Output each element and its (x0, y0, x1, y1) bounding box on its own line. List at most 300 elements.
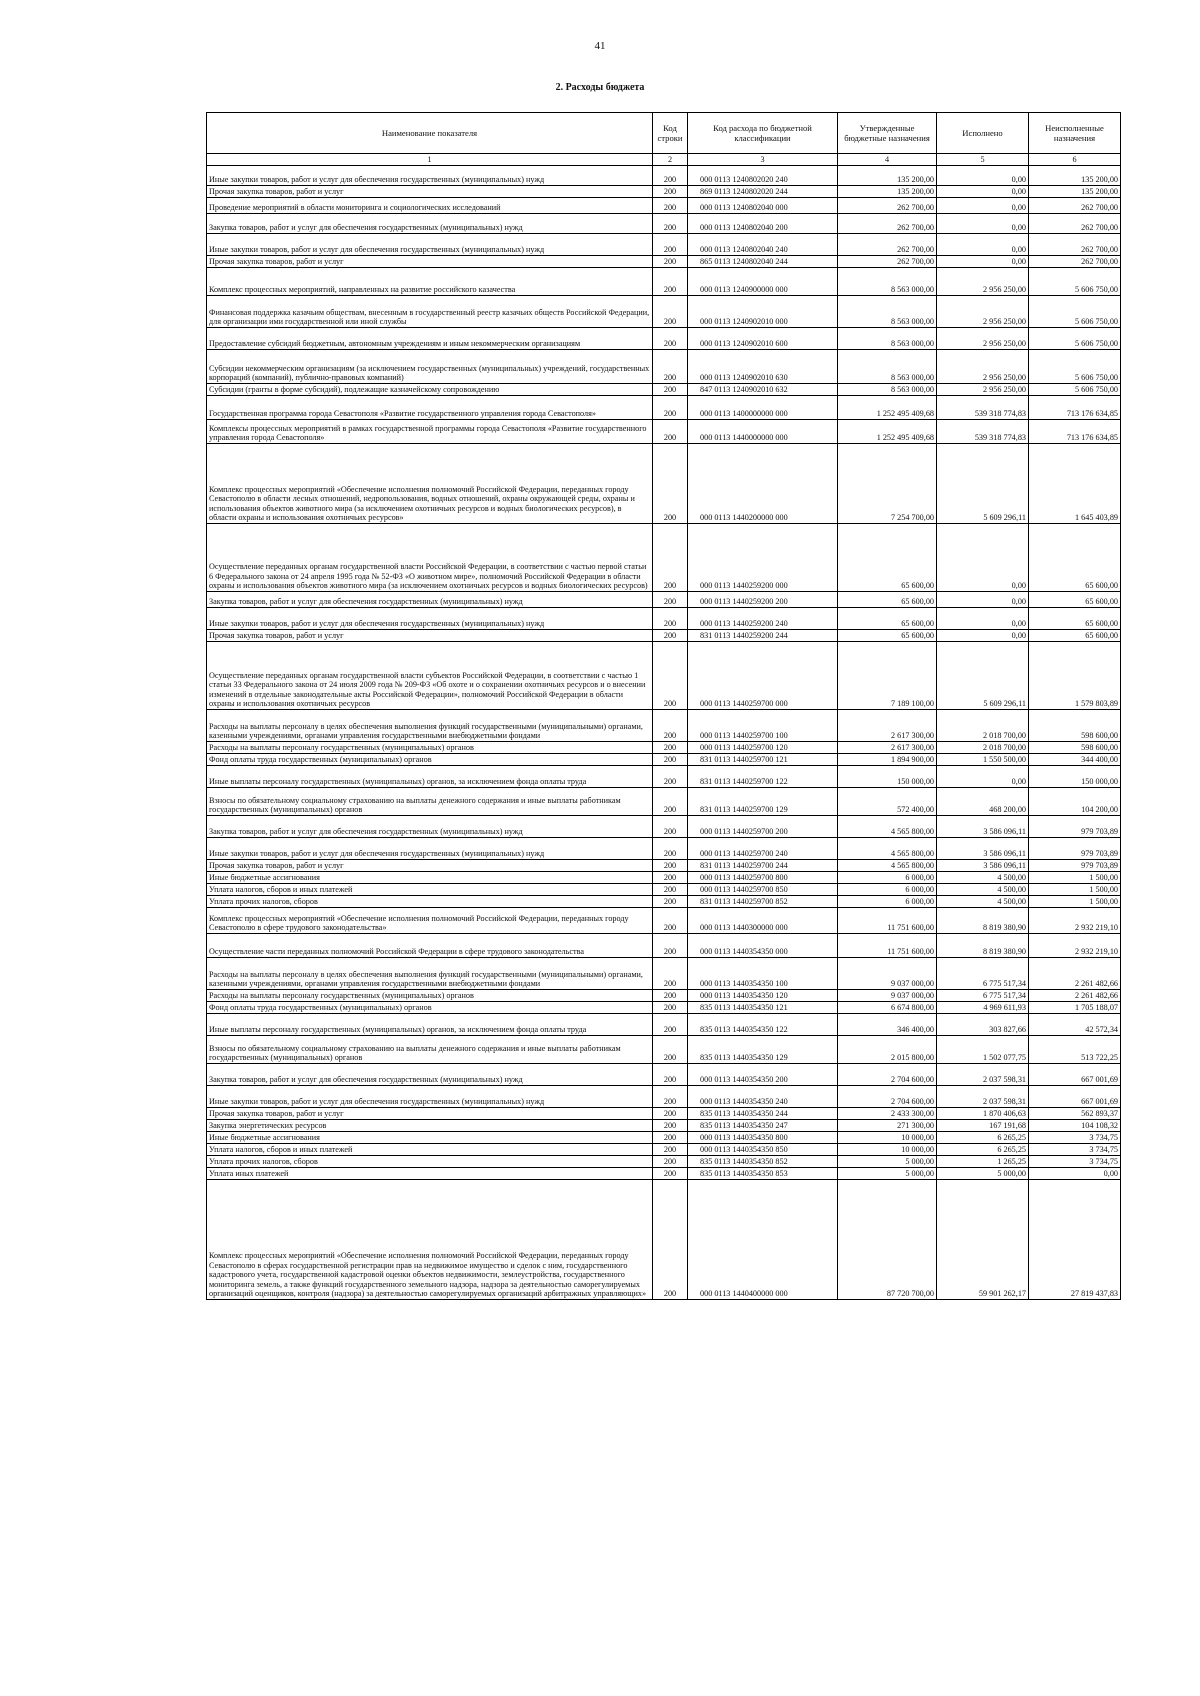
row-executed-amount: 0,00 (937, 198, 1029, 214)
row-executed-amount: 4 500,00 (937, 884, 1029, 896)
row-line-code: 200 (653, 934, 688, 958)
row-name: Уплата иных платежей (207, 1168, 653, 1180)
table-row (207, 1036, 1121, 1064)
row-executed-amount: 2 956 250,00 (937, 328, 1029, 350)
row-executed-amount: 6 775 517,34 (937, 958, 1029, 990)
row-unexecuted-amount: 979 703,89 (1029, 838, 1121, 860)
row-approved-amount: 2 433 300,00 (838, 1108, 937, 1120)
row-name: Расходы на выплаты персоналу в целях обеспечения выполнения функций государственными (муниципальными) органами, казенными учреждениями, органами управления государственными внебюджетными фондами (207, 958, 653, 990)
row-classification-code: 000 0113 1440300000 000 (688, 908, 838, 934)
table-row (207, 742, 1121, 754)
row-name: Уплата прочих налогов, сборов (207, 1156, 653, 1168)
row-name: Закупка товаров, работ и услуг для обеспечения государственных (муниципальных) нужд (207, 214, 653, 234)
row-executed-amount: 3 586 096,11 (937, 838, 1029, 860)
row-unexecuted-amount: 1 500,00 (1029, 896, 1121, 908)
row-approved-amount: 5 000,00 (838, 1168, 937, 1180)
row-executed-amount: 2 956 250,00 (937, 350, 1029, 384)
row-classification-code: 000 0113 1440259700 800 (688, 872, 838, 884)
row-line-code: 200 (653, 328, 688, 350)
row-classification-code: 865 0113 1240802040 244 (688, 256, 838, 268)
row-unexecuted-amount: 344 400,00 (1029, 754, 1121, 766)
table-row (207, 1168, 1121, 1180)
row-line-code: 200 (653, 1036, 688, 1064)
row-approved-amount: 2 015 800,00 (838, 1036, 937, 1064)
column-number: 5 (937, 154, 1029, 166)
row-executed-amount: 303 827,66 (937, 1014, 1029, 1036)
row-classification-code: 000 0113 1440259700 100 (688, 710, 838, 742)
row-line-code: 200 (653, 1180, 688, 1300)
table-row (207, 350, 1121, 384)
row-line-code: 200 (653, 884, 688, 896)
row-name: Закупка энергетических ресурсов (207, 1120, 653, 1132)
row-name: Иные закупки товаров, работ и услуг для обеспечения государственных (муниципальных) нужд (207, 608, 653, 630)
row-classification-code: 000 0113 1240802040 000 (688, 198, 838, 214)
row-name: Осуществление переданных органам государственной власти Российской Федерации, в соответствии с частью первой статьи 6 Федерального закона от 24 апреля 1995 года № 52-ФЗ «О животном мире», полномочий Российской Федерации в области охраны и использования объектов животного мира (за исключением охотничьих ресурсов и водных биологических ресурсов) (207, 524, 653, 592)
table-row (207, 1064, 1121, 1086)
row-line-code: 200 (653, 166, 688, 186)
column-number: 2 (653, 154, 688, 166)
table-row (207, 1086, 1121, 1108)
row-approved-amount: 135 200,00 (838, 186, 937, 198)
row-executed-amount: 3 586 096,11 (937, 860, 1029, 872)
page-number: 41 (594, 40, 606, 52)
row-classification-code: 869 0113 1240802020 244 (688, 186, 838, 198)
row-classification-code: 000 0113 1240902010 600 (688, 328, 838, 350)
row-name: Финансовая поддержка казачьим обществам, внесенным в государственный реестр казачьих обществ Российской Федерации, для организации ими государственной или иной службы (207, 296, 653, 328)
row-executed-amount: 0,00 (937, 166, 1029, 186)
row-unexecuted-amount: 104 108,32 (1029, 1120, 1121, 1132)
row-line-code: 200 (653, 710, 688, 742)
row-executed-amount: 2 956 250,00 (937, 296, 1029, 328)
table-row (207, 524, 1121, 592)
row-name: Взносы по обязательному социальному страхованию на выплаты денежного содержания и иные выплаты работникам государственных (муниципальных) органов (207, 1036, 653, 1064)
row-unexecuted-amount: 262 700,00 (1029, 214, 1121, 234)
row-classification-code: 831 0113 1440259700 121 (688, 754, 838, 766)
row-approved-amount: 65 600,00 (838, 524, 937, 592)
row-line-code: 200 (653, 1156, 688, 1168)
row-unexecuted-amount: 27 819 437,83 (1029, 1180, 1121, 1300)
row-unexecuted-amount: 979 703,89 (1029, 860, 1121, 872)
row-unexecuted-amount: 104 200,00 (1029, 788, 1121, 816)
row-classification-code: 831 0113 1440259700 129 (688, 788, 838, 816)
column-number: 1 (207, 154, 653, 166)
table-row (207, 1144, 1121, 1156)
row-name: Комплекс процессных мероприятий «Обеспечение исполнения полномочий Российской Федерации, переданных городу Севастополю в сфере трудового законодательства» (207, 908, 653, 934)
row-name: Комплексы процессных мероприятий в рамках государственной программы города Севастополя «Развитие государственного управления города Севастополя» (207, 420, 653, 444)
table-row (207, 630, 1121, 642)
row-name: Осуществление части переданных полномочий Российской Федерации в сфере трудового законодательства (207, 934, 653, 958)
row-unexecuted-amount: 598 600,00 (1029, 710, 1121, 742)
row-line-code: 200 (653, 1002, 688, 1014)
row-unexecuted-amount: 713 176 634,85 (1029, 420, 1121, 444)
row-line-code: 200 (653, 1064, 688, 1086)
row-unexecuted-amount: 598 600,00 (1029, 742, 1121, 754)
row-name: Осуществление переданных органам государственной власти субъектов Российской Федерации, в соответствии с частью 1 статьи 33 Федерального закона от 24 июля 2009 года № 209-ФЗ «Об охоте и о сохранении охотничьих ресурсов и о внесении изменений в отдельные законодательные акты Российской Федерации», полномочий Российской Федерации в области охраны и использования охотничьих ресурсов (207, 642, 653, 710)
row-unexecuted-amount: 2 932 219,10 (1029, 908, 1121, 934)
header-unexecuted: Неисполненные назначения (1029, 113, 1121, 154)
row-unexecuted-amount: 2 932 219,10 (1029, 934, 1121, 958)
row-classification-code: 000 0113 1440259200 240 (688, 608, 838, 630)
row-classification-code: 000 0113 1440354350 240 (688, 1086, 838, 1108)
table-row (207, 816, 1121, 838)
row-classification-code: 847 0113 1240902010 632 (688, 384, 838, 396)
row-approved-amount: 262 700,00 (838, 234, 937, 256)
row-name: Иные закупки товаров, работ и услуг для обеспечения государственных (муниципальных) нужд (207, 1086, 653, 1108)
row-line-code: 200 (653, 990, 688, 1002)
row-name: Проведение мероприятий в области мониторинга и социологических исследований (207, 198, 653, 214)
row-executed-amount: 5 609 296,11 (937, 642, 1029, 710)
row-approved-amount: 572 400,00 (838, 788, 937, 816)
row-unexecuted-amount: 1 500,00 (1029, 884, 1121, 896)
row-unexecuted-amount: 1 705 188,07 (1029, 1002, 1121, 1014)
row-unexecuted-amount: 65 600,00 (1029, 524, 1121, 592)
table-row (207, 396, 1121, 420)
table-row (207, 296, 1121, 328)
row-approved-amount: 11 751 600,00 (838, 908, 937, 934)
row-approved-amount: 7 254 700,00 (838, 444, 937, 524)
row-line-code: 200 (653, 384, 688, 396)
row-name: Государственная программа города Севастополя «Развитие государственного управления города Севастополя» (207, 396, 653, 420)
table-row (207, 642, 1121, 710)
row-line-code: 200 (653, 1108, 688, 1120)
row-executed-amount: 0,00 (937, 186, 1029, 198)
row-executed-amount: 0,00 (937, 608, 1029, 630)
row-executed-amount: 2 037 598,31 (937, 1086, 1029, 1108)
row-approved-amount: 65 600,00 (838, 592, 937, 608)
row-name: Предоставление субсидий бюджетным, автономным учреждениям и иным некоммерческим организациям (207, 328, 653, 350)
row-classification-code: 000 0113 1440354350 000 (688, 934, 838, 958)
row-executed-amount: 0,00 (937, 256, 1029, 268)
row-approved-amount: 6 000,00 (838, 884, 937, 896)
row-line-code: 200 (653, 958, 688, 990)
table-row (207, 1108, 1121, 1120)
table-row (207, 766, 1121, 788)
row-line-code: 200 (653, 754, 688, 766)
row-line-code: 200 (653, 1014, 688, 1036)
table-row (207, 884, 1121, 896)
row-unexecuted-amount: 979 703,89 (1029, 816, 1121, 838)
row-line-code: 200 (653, 350, 688, 384)
row-name: Расходы на выплаты персоналу в целях обеспечения выполнения функций государственными (муниципальными) органами, казенными учреждениями, органами управления государственными внебюджетными фондами (207, 710, 653, 742)
row-approved-amount: 9 037 000,00 (838, 990, 937, 1002)
row-executed-amount: 2 018 700,00 (937, 710, 1029, 742)
row-classification-code: 000 0113 1440259200 200 (688, 592, 838, 608)
row-executed-amount: 5 000,00 (937, 1168, 1029, 1180)
table-row (207, 186, 1121, 198)
row-line-code: 200 (653, 766, 688, 788)
row-line-code: 200 (653, 268, 688, 296)
row-line-code: 200 (653, 1086, 688, 1108)
table-row (207, 198, 1121, 214)
row-line-code: 200 (653, 296, 688, 328)
row-classification-code: 000 0113 1240802020 240 (688, 166, 838, 186)
row-classification-code: 000 0113 1240902010 630 (688, 350, 838, 384)
row-name: Субсидии (гранты в форме субсидий), подлежащие казначейскому сопровождению (207, 384, 653, 396)
row-line-code: 200 (653, 444, 688, 524)
row-line-code: 200 (653, 396, 688, 420)
table-row (207, 838, 1121, 860)
row-approved-amount: 9 037 000,00 (838, 958, 937, 990)
row-name: Расходы на выплаты персоналу государственных (муниципальных) органов (207, 990, 653, 1002)
row-name: Комплекс процессных мероприятий, направленных на развитие российского казачества (207, 268, 653, 296)
row-classification-code: 835 0113 1440354350 129 (688, 1036, 838, 1064)
row-line-code: 200 (653, 592, 688, 608)
row-executed-amount: 0,00 (937, 234, 1029, 256)
table-row (207, 1002, 1121, 1014)
row-approved-amount: 10 000,00 (838, 1144, 937, 1156)
row-approved-amount: 2 704 600,00 (838, 1064, 937, 1086)
row-executed-amount: 167 191,68 (937, 1120, 1029, 1132)
row-line-code: 200 (653, 908, 688, 934)
row-unexecuted-amount: 135 200,00 (1029, 186, 1121, 198)
row-unexecuted-amount: 5 606 750,00 (1029, 384, 1121, 396)
row-executed-amount: 3 586 096,11 (937, 816, 1029, 838)
row-executed-amount: 8 819 380,90 (937, 908, 1029, 934)
table-row (207, 234, 1121, 256)
table-row (207, 328, 1121, 350)
table-row (207, 214, 1121, 234)
table-row (207, 384, 1121, 396)
row-line-code: 200 (653, 788, 688, 816)
row-line-code: 200 (653, 872, 688, 884)
row-approved-amount: 8 563 000,00 (838, 268, 937, 296)
table-row (207, 1120, 1121, 1132)
table-row (207, 934, 1121, 958)
row-approved-amount: 2 617 300,00 (838, 742, 937, 754)
row-unexecuted-amount: 3 734,75 (1029, 1132, 1121, 1144)
row-executed-amount: 6 265,25 (937, 1132, 1029, 1144)
table-row (207, 592, 1121, 608)
row-executed-amount: 0,00 (937, 630, 1029, 642)
row-classification-code: 000 0113 1440000000 000 (688, 420, 838, 444)
row-approved-amount: 65 600,00 (838, 630, 937, 642)
row-unexecuted-amount: 1 645 403,89 (1029, 444, 1121, 524)
table-row (207, 1014, 1121, 1036)
table-row (207, 420, 1121, 444)
row-classification-code: 835 0113 1440354350 244 (688, 1108, 838, 1120)
row-line-code: 200 (653, 816, 688, 838)
row-classification-code: 000 0113 1440354350 200 (688, 1064, 838, 1086)
row-approved-amount: 87 720 700,00 (838, 1180, 937, 1300)
row-approved-amount: 8 563 000,00 (838, 328, 937, 350)
row-approved-amount: 4 565 800,00 (838, 860, 937, 872)
row-executed-amount: 1 265,25 (937, 1156, 1029, 1168)
row-name: Фонд оплаты труда государственных (муниципальных) органов (207, 1002, 653, 1014)
row-approved-amount: 8 563 000,00 (838, 296, 937, 328)
header-classification-code: Код расхода по бюджетной классификации (688, 113, 838, 154)
table-body (207, 166, 1121, 1300)
header-name: Наименование показателя (207, 113, 653, 154)
row-executed-amount: 0,00 (937, 214, 1029, 234)
row-name: Иные закупки товаров, работ и услуг для обеспечения государственных (муниципальных) нужд (207, 838, 653, 860)
column-number: 6 (1029, 154, 1121, 166)
table-row (207, 872, 1121, 884)
row-line-code: 200 (653, 742, 688, 754)
row-approved-amount: 65 600,00 (838, 608, 937, 630)
row-executed-amount: 4 969 611,93 (937, 1002, 1029, 1014)
row-unexecuted-amount: 0,00 (1029, 1168, 1121, 1180)
row-classification-code: 000 0113 1240802040 200 (688, 214, 838, 234)
row-executed-amount: 0,00 (937, 524, 1029, 592)
row-name: Закупка товаров, работ и услуг для обеспечения государственных (муниципальных) нужд (207, 816, 653, 838)
row-executed-amount: 1 870 406,63 (937, 1108, 1029, 1120)
row-name: Закупка товаров, работ и услуг для обеспечения государственных (муниципальных) нужд (207, 1064, 653, 1086)
row-executed-amount: 539 318 774,83 (937, 396, 1029, 420)
table-row (207, 1132, 1121, 1144)
row-unexecuted-amount: 150 000,00 (1029, 766, 1121, 788)
row-classification-code: 000 0113 1440259700 200 (688, 816, 838, 838)
row-approved-amount: 271 300,00 (838, 1120, 937, 1132)
row-unexecuted-amount: 5 606 750,00 (1029, 268, 1121, 296)
row-executed-amount: 0,00 (937, 592, 1029, 608)
table-row (207, 710, 1121, 742)
row-classification-code: 000 0113 1240802040 240 (688, 234, 838, 256)
row-executed-amount: 4 500,00 (937, 872, 1029, 884)
table-row (207, 896, 1121, 908)
row-name: Иные закупки товаров, работ и услуг для обеспечения государственных (муниципальных) нужд (207, 166, 653, 186)
row-name: Комплекс процессных мероприятий «Обеспечение исполнения полномочий Российской Федерации, переданных городу Севастополю в области лесных отношений, недропользования, водных отношений, охраны окружающей среды, охраны и использования объектов животного мира (за исключением охотничьих ресурсов и водных биологических ресурсов), в области охраны и использования охотничьих ресурсов» (207, 444, 653, 524)
row-line-code: 200 (653, 256, 688, 268)
row-executed-amount: 6 775 517,34 (937, 990, 1029, 1002)
row-approved-amount: 10 000,00 (838, 1132, 937, 1144)
row-approved-amount: 4 565 800,00 (838, 816, 937, 838)
row-executed-amount: 2 018 700,00 (937, 742, 1029, 754)
table-row (207, 788, 1121, 816)
row-approved-amount: 5 000,00 (838, 1156, 937, 1168)
table-row (207, 908, 1121, 934)
row-executed-amount: 4 500,00 (937, 896, 1029, 908)
row-line-code: 200 (653, 838, 688, 860)
row-approved-amount: 6 000,00 (838, 872, 937, 884)
row-executed-amount: 8 819 380,90 (937, 934, 1029, 958)
row-classification-code: 000 0113 1240900000 000 (688, 268, 838, 296)
row-classification-code: 000 0113 1440259200 000 (688, 524, 838, 592)
row-classification-code: 835 0113 1440354350 853 (688, 1168, 838, 1180)
row-classification-code: 000 0113 1440200000 000 (688, 444, 838, 524)
row-unexecuted-amount: 713 176 634,85 (1029, 396, 1121, 420)
row-classification-code: 000 0113 1440259700 000 (688, 642, 838, 710)
table-row (207, 256, 1121, 268)
row-classification-code: 000 0113 1400000000 000 (688, 396, 838, 420)
row-name: Взносы по обязательному социальному страхованию на выплаты денежного содержания и иные выплаты работникам государственных (муниципальных) органов (207, 788, 653, 816)
row-executed-amount: 0,00 (937, 766, 1029, 788)
row-approved-amount: 150 000,00 (838, 766, 937, 788)
row-line-code: 200 (653, 234, 688, 256)
row-unexecuted-amount: 262 700,00 (1029, 256, 1121, 268)
row-line-code: 200 (653, 198, 688, 214)
row-name: Уплата прочих налогов, сборов (207, 896, 653, 908)
row-unexecuted-amount: 42 572,34 (1029, 1014, 1121, 1036)
row-line-code: 200 (653, 186, 688, 198)
row-line-code: 200 (653, 1168, 688, 1180)
row-approved-amount: 262 700,00 (838, 256, 937, 268)
row-unexecuted-amount: 5 606 750,00 (1029, 328, 1121, 350)
table-row (207, 444, 1121, 524)
row-name: Фонд оплаты труда государственных (муниципальных) органов (207, 754, 653, 766)
row-name: Прочая закупка товаров, работ и услуг (207, 256, 653, 268)
row-approved-amount: 1 894 900,00 (838, 754, 937, 766)
row-name: Субсидии некоммерческим организациям (за исключением государственных (муниципальных) учреждений, государственных корпораций (компаний), публично-правовых компаний) (207, 350, 653, 384)
row-unexecuted-amount: 65 600,00 (1029, 608, 1121, 630)
row-approved-amount: 346 400,00 (838, 1014, 937, 1036)
row-name: Иные закупки товаров, работ и услуг для обеспечения государственных (муниципальных) нужд (207, 234, 653, 256)
row-approved-amount: 6 674 800,00 (838, 1002, 937, 1014)
row-name: Прочая закупка товаров, работ и услуг (207, 1108, 653, 1120)
expenditure-table (206, 112, 1121, 1300)
row-approved-amount: 8 563 000,00 (838, 350, 937, 384)
row-unexecuted-amount: 667 001,69 (1029, 1064, 1121, 1086)
row-name: Иные выплаты персоналу государственных (муниципальных) органов, за исключением фонда оплаты труда (207, 1014, 653, 1036)
row-line-code: 200 (653, 1144, 688, 1156)
row-executed-amount: 1 502 077,75 (937, 1036, 1029, 1064)
row-approved-amount: 262 700,00 (838, 198, 937, 214)
table-row (207, 754, 1121, 766)
row-executed-amount: 5 609 296,11 (937, 444, 1029, 524)
row-approved-amount: 4 565 800,00 (838, 838, 937, 860)
header-line-code: Код строки (653, 113, 688, 154)
row-approved-amount: 1 252 495 409,68 (838, 396, 937, 420)
row-name: Прочая закупка товаров, работ и услуг (207, 186, 653, 198)
row-executed-amount: 2 956 250,00 (937, 384, 1029, 396)
row-executed-amount: 1 550 500,00 (937, 754, 1029, 766)
row-unexecuted-amount: 667 001,69 (1029, 1086, 1121, 1108)
row-executed-amount: 2 956 250,00 (937, 268, 1029, 296)
row-classification-code: 835 0113 1440354350 122 (688, 1014, 838, 1036)
row-approved-amount: 135 200,00 (838, 166, 937, 186)
table-row (207, 608, 1121, 630)
row-unexecuted-amount: 2 261 482,66 (1029, 990, 1121, 1002)
row-line-code: 200 (653, 608, 688, 630)
row-name: Прочая закупка товаров, работ и услуг (207, 860, 653, 872)
row-line-code: 200 (653, 860, 688, 872)
row-unexecuted-amount: 65 600,00 (1029, 630, 1121, 642)
row-unexecuted-amount: 5 606 750,00 (1029, 350, 1121, 384)
row-line-code: 200 (653, 630, 688, 642)
row-name: Уплата налогов, сборов и иных платежей (207, 884, 653, 896)
row-unexecuted-amount: 1 579 803,89 (1029, 642, 1121, 710)
row-classification-code: 000 0113 1440259700 240 (688, 838, 838, 860)
row-approved-amount: 2 617 300,00 (838, 710, 937, 742)
row-line-code: 200 (653, 214, 688, 234)
row-line-code: 200 (653, 420, 688, 444)
row-approved-amount: 262 700,00 (838, 214, 937, 234)
row-unexecuted-amount: 3 734,75 (1029, 1156, 1121, 1168)
row-executed-amount: 539 318 774,83 (937, 420, 1029, 444)
header-row (207, 113, 1121, 154)
row-line-code: 200 (653, 1120, 688, 1132)
row-name: Расходы на выплаты персоналу государственных (муниципальных) органов (207, 742, 653, 754)
row-executed-amount: 6 265,25 (937, 1144, 1029, 1156)
row-classification-code: 000 0113 1440354350 100 (688, 958, 838, 990)
row-name: Иные бюджетные ассигнования (207, 872, 653, 884)
row-line-code: 200 (653, 896, 688, 908)
row-unexecuted-amount: 65 600,00 (1029, 592, 1121, 608)
table-row (207, 958, 1121, 990)
row-executed-amount: 59 901 262,17 (937, 1180, 1029, 1300)
row-unexecuted-amount: 2 261 482,66 (1029, 958, 1121, 990)
section-title: 2. Расходы бюджета (555, 82, 645, 93)
row-line-code: 200 (653, 642, 688, 710)
column-numbers-row (207, 154, 1121, 166)
row-classification-code: 835 0113 1440354350 247 (688, 1120, 838, 1132)
row-classification-code: 000 0113 1440354350 120 (688, 990, 838, 1002)
row-classification-code: 000 0113 1440354350 850 (688, 1144, 838, 1156)
row-line-code: 200 (653, 1132, 688, 1144)
row-executed-amount: 468 200,00 (937, 788, 1029, 816)
row-classification-code: 831 0113 1440259700 244 (688, 860, 838, 872)
row-approved-amount: 1 252 495 409,68 (838, 420, 937, 444)
row-executed-amount: 2 037 598,31 (937, 1064, 1029, 1086)
